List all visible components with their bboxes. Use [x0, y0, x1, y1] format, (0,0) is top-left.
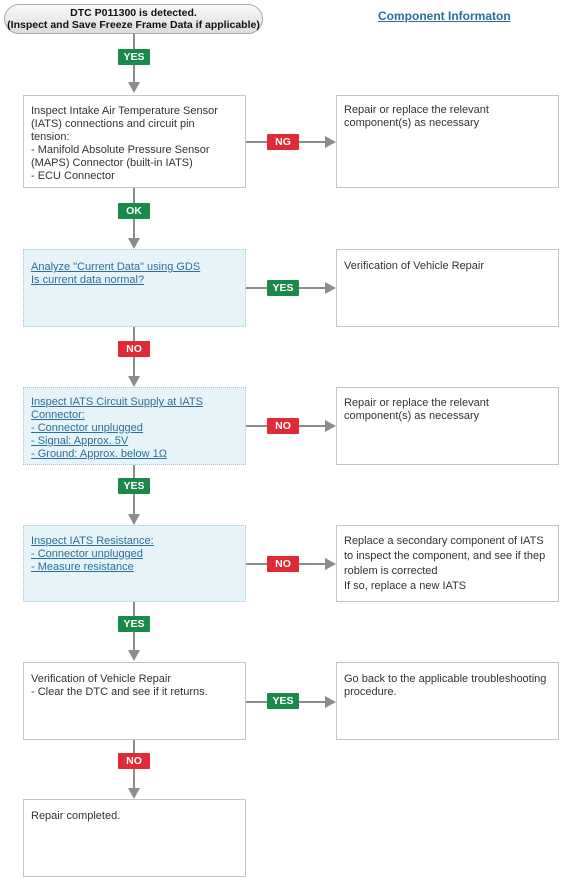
step-text-line: Verification of Vehicle Repair [31, 673, 172, 685]
badge-no: NO [267, 556, 299, 572]
measure-resistance-link[interactable]: - Measure resistance [31, 561, 134, 573]
inspect-resistance-link[interactable]: Inspect IATS Resistance: [31, 535, 154, 547]
analyze-current-data-link[interactable]: Analyze "Current Data" using GDS [31, 261, 201, 273]
start-line-1: DTC P011300 is detected. [70, 7, 197, 19]
badge-yes: YES [118, 478, 150, 494]
result-go-back [336, 662, 559, 740]
step-text-line: - Clear the DTC and see if it returns. [31, 686, 208, 698]
inspect-circuit-supply-link[interactable]: Inspect IATS Circuit Supply at IATS [31, 396, 203, 408]
connector-unplugged-link[interactable]: - Connector unplugged [31, 422, 143, 434]
result-text-line: Go back to the applicable troubleshooting [344, 673, 547, 685]
result-text-line: component(s) as necessary [344, 117, 480, 129]
arrow-right-icon [325, 558, 336, 570]
step-inspect-resistance [23, 525, 246, 602]
result-repair-replace [336, 387, 559, 465]
arrow-down-icon [128, 514, 140, 525]
step-text-line: - ECU Connector [31, 170, 115, 182]
result-text-line: Repair or replace the relevant [344, 104, 489, 116]
badge-yes: YES [118, 616, 150, 632]
result-text-line: Repair or replace the relevant [344, 397, 489, 409]
badge-no: NO [118, 341, 150, 357]
result-text-line: roblem is corrected [344, 565, 438, 577]
arrow-down-icon [128, 650, 140, 661]
step-text-line: Repair completed. [31, 810, 121, 822]
badge-yes: YES [267, 280, 299, 296]
result-verification [336, 249, 559, 327]
arrow-down-icon [128, 82, 140, 93]
step-text-line: Inspect Intake Air Temperature Sensor [31, 105, 218, 117]
signal-voltage-link[interactable]: - Signal: Approx. 5V [31, 435, 129, 447]
ground-voltage-link[interactable]: - Ground: Approx. below 1Ω [31, 448, 168, 460]
badge-no: NO [118, 753, 150, 769]
badge-yes: YES [267, 693, 299, 709]
current-data-normal-link[interactable]: Is current data normal? [31, 274, 145, 286]
start-line-2: (Inspect and Save Freeze Frame Data if applicable) [7, 19, 260, 31]
step-text-line: (IATS) connections and circuit pin [31, 118, 195, 130]
result-text-line: component(s) as necessary [344, 410, 480, 422]
badge-yes: YES [118, 49, 150, 65]
result-text-line: Replace a secondary component of IATS [344, 535, 544, 547]
badge-no: NO [267, 418, 299, 434]
result-text-line: to inspect the component, and see if thep [344, 550, 546, 562]
step-text-line: (MAPS) Connector (built-in IATS) [31, 157, 193, 169]
step-inspect-circuit-supply [23, 387, 246, 465]
arrow-right-icon [325, 282, 336, 294]
arrow-right-icon [325, 136, 336, 148]
step-verification [23, 662, 246, 740]
result-text-line: If so, replace a new IATS [344, 580, 467, 592]
step-text-line: tension: [31, 131, 70, 143]
result-repair-replace [336, 95, 559, 188]
result-text-line: procedure. [344, 686, 397, 698]
inspect-circuit-supply-link[interactable]: Connector: [31, 409, 85, 421]
badge-ng: NG [267, 134, 299, 150]
arrow-right-icon [325, 696, 336, 708]
step-repair-completed [23, 799, 246, 877]
badge-ok: OK [118, 203, 150, 219]
arrow-right-icon [325, 420, 336, 432]
step-inspect-connections [23, 95, 246, 188]
step-analyze-current-data [23, 249, 246, 327]
arrow-down-icon [128, 238, 140, 249]
component-information-link[interactable]: Component Informaton [378, 9, 511, 23]
result-text-line: Verification of Vehicle Repair [344, 260, 485, 272]
result-replace-secondary [336, 525, 559, 602]
arrow-down-icon [128, 788, 140, 799]
connector-unplugged-link[interactable]: - Connector unplugged [31, 548, 143, 560]
step-text-line: - Manifold Absolute Pressure Sensor [31, 144, 210, 156]
arrow-down-icon [128, 376, 140, 387]
start-node [4, 4, 263, 34]
